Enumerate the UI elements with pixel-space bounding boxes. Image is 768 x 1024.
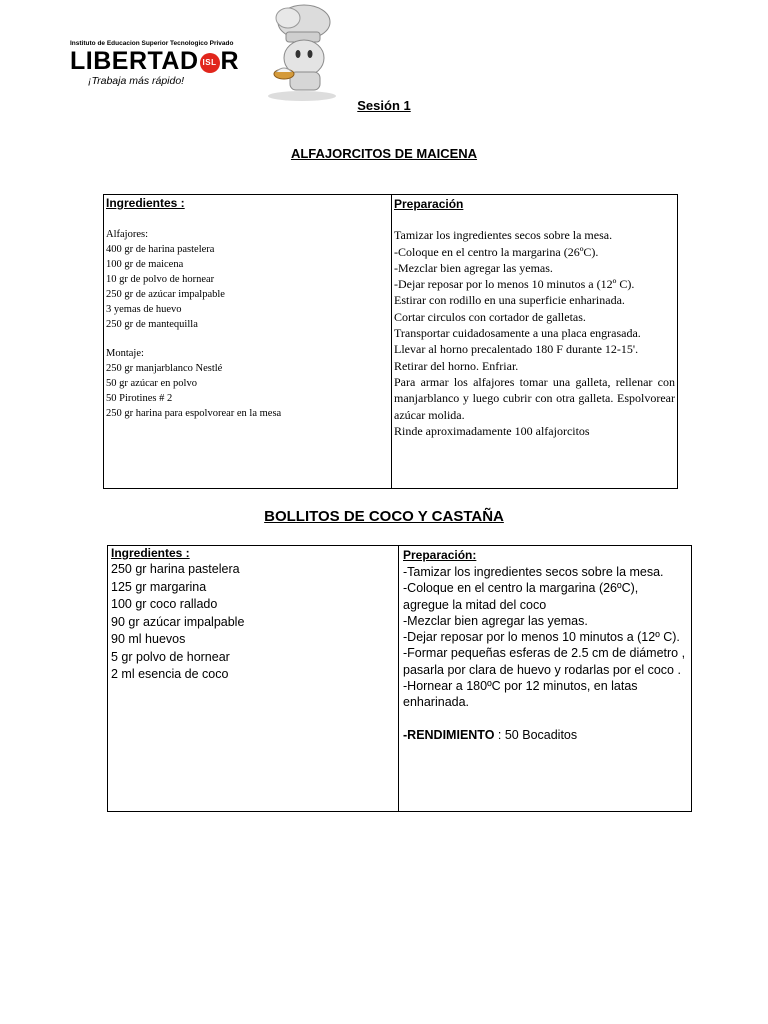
ingredient-item: 3 yemas de huevo bbox=[106, 304, 182, 315]
ingredient-item: 125 gr margarina bbox=[111, 579, 207, 594]
chef-mascot-icon bbox=[252, 2, 342, 102]
recipe1-ingredients-cell bbox=[104, 195, 392, 489]
prep-step: -Coloque en el centro la margarina (26ºC), agregue la mitad del coco bbox=[403, 581, 639, 612]
yield-value: : 50 Bocaditos bbox=[494, 727, 578, 742]
prep-step: Para armar los alfajores tomar una galleta, rellenar con manjarblanco y luego cubrir con otra galleta. Espolvorear azúcar molida. bbox=[394, 374, 675, 422]
ingredient-item: 2 ml esencia de coco bbox=[111, 667, 229, 681]
prep-step: Llevar al horno precalentado 180 F durante 12-15'. bbox=[394, 342, 639, 357]
recipe2-ingredients-cell bbox=[108, 546, 399, 812]
brand-name-right: R bbox=[220, 47, 240, 75]
ingredient-item: 250 gr de azúcar impalpable bbox=[106, 289, 225, 300]
recipe1-preparation-cell bbox=[392, 195, 678, 489]
recipe1-prep-label: Preparación bbox=[394, 197, 464, 211]
brand-name bbox=[70, 47, 240, 75]
prep-step: -Formar pequeñas esferas de 2.5 cm de diámetro , pasarla por clara de huevo y rodarlas por el coco . bbox=[403, 646, 686, 677]
ingredient-item: 250 gr manjarblanco Nestlé bbox=[106, 363, 223, 374]
prep-step: Rinde aproximadamente 100 alfajorcitos bbox=[394, 423, 590, 438]
recipe1-title: ALFAJORCITOS DE MAICENA bbox=[290, 146, 478, 161]
recipe1-group2-label: Montaje: bbox=[106, 348, 144, 359]
brand-tagline: ¡Trabaja más rápido! bbox=[88, 75, 185, 87]
recipe2-title: BOLLITOS DE COCO Y CASTAÑA bbox=[264, 508, 504, 525]
ingredient-item: 10 gr de polvo de hornear bbox=[106, 274, 215, 285]
prep-step: -Mezclar bien agregar las yemas. bbox=[403, 613, 588, 628]
recipe2-prep-label: Preparación: bbox=[403, 548, 477, 562]
prep-step: -Hornear a 180ºC por 12 minutos, en latas enharinada. bbox=[403, 679, 638, 710]
ingredient-item: 50 Pirotines # 2 bbox=[106, 393, 173, 404]
ingredient-item: 50 gr azúcar en polvo bbox=[106, 378, 197, 389]
ingredient-item: 400 gr de harina pastelera bbox=[106, 244, 215, 255]
ingredient-item: 5 gr polvo de hornear bbox=[111, 649, 230, 664]
prep-step: Tamizar los ingredientes secos sobre la mesa. bbox=[394, 228, 613, 243]
recipe1-table bbox=[103, 194, 678, 489]
prep-step: -Tamizar los ingredientes secos sobre la mesa. bbox=[403, 565, 664, 579]
prep-step: Cortar circulos con cortador de galletas. bbox=[394, 309, 586, 324]
recipe1-ingredients-label: Ingredientes : bbox=[106, 196, 185, 210]
ingredient-item: 90 gr azúcar impalpable bbox=[111, 614, 245, 629]
prep-step: -Dejar reposar por lo menos 10 minutos a (12º C). bbox=[394, 277, 635, 292]
ingredient-item: 250 gr de mantequilla bbox=[106, 319, 198, 330]
institute-name: Instituto de Educacion Superior Tecnologico Privado bbox=[70, 40, 234, 47]
ingredient-item: 100 gr coco rallado bbox=[111, 597, 218, 611]
ingredient-item: 250 gr harina para espolvorear en la mesa bbox=[106, 408, 282, 419]
prep-step: Transportar cuidadosamente a una placa engrasada. bbox=[394, 326, 641, 341]
recipe2-table bbox=[107, 545, 692, 812]
session-title: Sesión 1 bbox=[357, 98, 411, 113]
recipe1-group1-label: Alfajores: bbox=[106, 229, 148, 240]
recipe2-ingredients-label: Ingredientes : bbox=[111, 546, 190, 560]
recipe2-preparation-cell bbox=[399, 546, 692, 812]
prep-step: -Coloque en el centro la margarina (26ºC). bbox=[394, 244, 599, 259]
brand-name-left: LIBERTAD bbox=[70, 47, 199, 75]
prep-step: Retirar del horno. Enfriar. bbox=[394, 358, 519, 373]
prep-step: -Mezclar bien agregar las yemas. bbox=[394, 260, 553, 275]
recipe2-yield bbox=[403, 727, 687, 743]
ingredient-item: 250 gr harina pastelera bbox=[111, 562, 240, 576]
ingredient-item: 100 gr de maicena bbox=[106, 259, 184, 270]
yield-label: -RENDIMIENTO bbox=[403, 727, 495, 742]
brand-badge: ISL bbox=[200, 53, 220, 73]
prep-step: -Dejar reposar por lo menos 10 minutos a (12º C). bbox=[403, 630, 680, 645]
ingredient-item: 90 ml huevos bbox=[111, 632, 186, 646]
logo bbox=[70, 40, 240, 87]
prep-step: Estirar con rodillo en una superficie enharinada. bbox=[394, 293, 625, 308]
